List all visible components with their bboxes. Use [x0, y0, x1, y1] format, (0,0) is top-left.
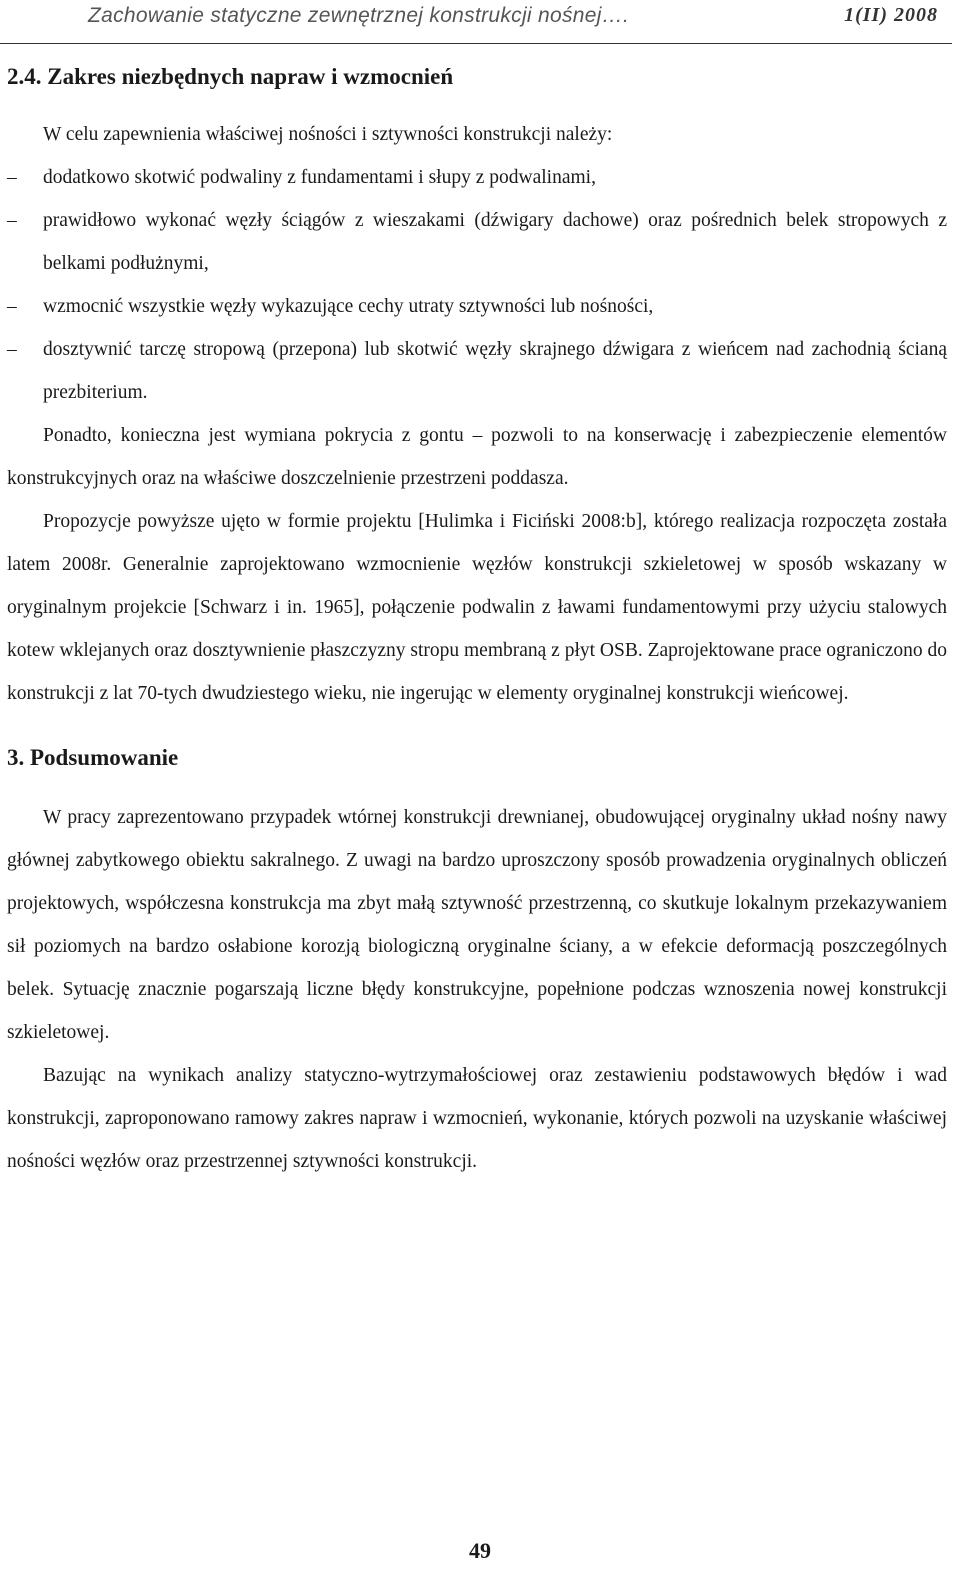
list-item: [7, 328, 947, 414]
dash-bullet: –: [7, 210, 17, 231]
paragraph: Propozycje powyższe ujęto w formie projektu [Hulimka i Ficiński 2008:b], którego realizacja rozpoczęta została latem 2008r. Generalnie zaprojektowano wzmocnienie węzłów konstrukcji szkieletowej w sposób wskazany w oryginalnym projekcie [Schwarz i in. 1965], połączenie podwalin z ławami fundamentowymi przy użyciu stalowych kotew wklejanych oraz dosztywnienie płaszczyzny stropu membraną z płyt OSB. Zaprojektowane prace ograniczono do konstrukcji z lat 70-tych dwudziestego wieku, nie ingerując w elementy oryginalnej konstrukcji wieńcowej.: [7, 511, 948, 704]
paragraph: Ponadto, konieczna jest wymiana pokrycia z gontu – pozwoli to na konserwację i zabezpieczenie elementów konstrukcyjnych oraz na właściwe doszczelnienie przestrzeni poddasza.: [7, 425, 947, 489]
dash-bullet: –: [7, 167, 17, 188]
list-item: [7, 285, 947, 328]
dash-bullet: –: [7, 296, 17, 317]
list-item: [7, 199, 947, 285]
running-header: [0, 0, 952, 44]
repair-list: [7, 156, 947, 414]
page-body: [7, 55, 947, 1183]
running-header-title: Zachowanie statyczne zewnętrznej konstrukcji nośnej….: [88, 4, 630, 27]
list-item-text: dodatkowo skotwić podwaliny z fundamentami i słupy z podwalinami,: [43, 167, 596, 188]
dash-bullet: –: [7, 339, 17, 360]
paragraph: W pracy zaprezentowano przypadek wtórnej konstrukcji drewnianej, obudowującej oryginalny układ nośny nawy głównej zabytkowego obiektu sakralnego. Z uwagi na bardzo uproszczony sposób prowadzenia oryginalnych obliczeń projektowych, współczesna konstrukcja ma zbyt małą sztywność przestrzenną, co skutkuje lokalnym przekazywaniem sił poziomych na bardzo osłabione korozją biologiczną oryginalne ściany, a w efekcie deformacją poszczególnych belek. Sytuację znacznie pogarszają liczne błędy konstrukcyjne, popełnione podczas wznoszenia nowej konstrukcji szkieletowej.: [7, 807, 947, 1043]
page-number: 49: [469, 1538, 491, 1563]
list-item-text: dosztywnić tarczę stropową (przepona) lub skotwić węzły skrajnego dźwigara z wieńcem nad zachodnią ścianą prezbiterium.: [43, 339, 947, 403]
list-item-text: wzmocnić wszystkie węzły wykazujące cechy utraty sztywności lub nośności,: [43, 296, 654, 317]
section-2-4-lead: W celu zapewnienia właściwej nośności i sztywności konstrukcji należy:: [43, 124, 613, 145]
section-2-4-heading: 2.4. Zakres niezbędnych napraw i wzmocnień: [7, 64, 454, 89]
list-item-text: prawidłowo wykonać węzły ściągów z wieszakami (dźwigary dachowe) oraz pośrednich belek stropowych z belkami podłużnymi,: [43, 210, 947, 274]
paragraph: Bazując na wynikach analizy statyczno-wytrzymałościowej oraz zestawieniu podstawowych błędów i wad konstrukcji, zaproponowano ramowy zakres napraw i wzmocnień, wykonanie, których pozwoli na uzyskanie właściwej nośności węzłów oraz przestrzennej sztywności konstrukcji.: [7, 1065, 947, 1172]
list-item: [7, 156, 947, 199]
running-header-issue: 1(II) 2008: [844, 4, 938, 26]
section-3-heading: 3. Podsumowanie: [7, 745, 179, 770]
